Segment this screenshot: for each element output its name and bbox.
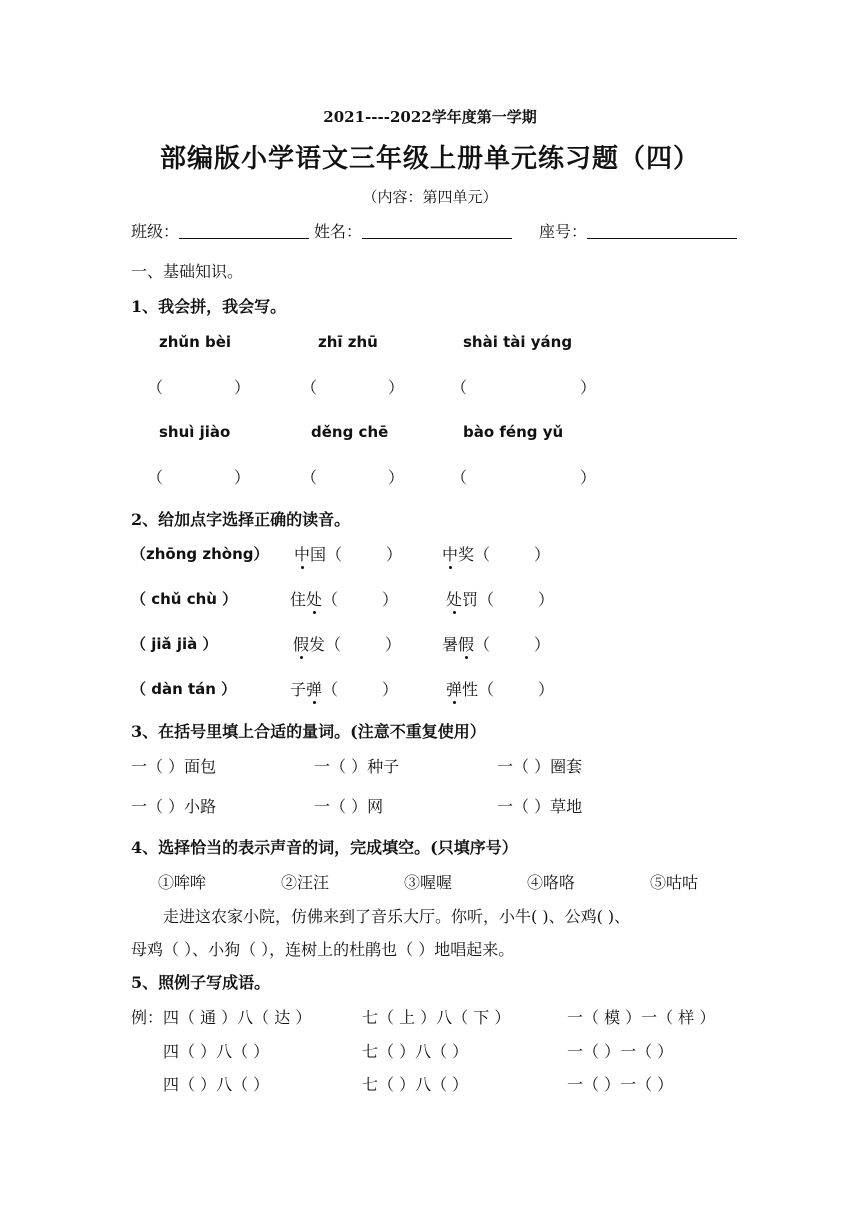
pinyin-choice: （zhōng zhòng）	[131, 545, 269, 563]
answer-paren-close: ）	[234, 468, 251, 487]
example-label: 例：	[131, 1008, 164, 1027]
dotted-char: 弹	[446, 680, 463, 699]
measure-word-item[interactable]: 一（ ）种子	[314, 757, 400, 776]
idiom-example: 七（ 上 ）八（ 下 ）	[362, 1008, 511, 1027]
question-5-title: 5、照例子写成语。	[131, 973, 271, 992]
pinyin-choice: （ jiǎ jià ）	[131, 635, 218, 653]
question-1-title: 1、我会拼，我会写。	[131, 297, 287, 316]
pinyin-item: zhǔn bèi	[159, 333, 232, 351]
dotted-char: 处	[446, 590, 463, 609]
answer-paren-open: （	[147, 378, 164, 397]
word-item[interactable]: 子弹（ ）	[290, 680, 399, 699]
name-label: 姓名：	[314, 222, 363, 241]
dotted-char: 处	[306, 590, 323, 609]
measure-word-item[interactable]: 一（ ）网	[314, 797, 384, 816]
word-item[interactable]: 中国（ ）	[294, 545, 403, 564]
answer-paren-open: （	[451, 468, 468, 487]
seat-field[interactable]	[539, 219, 737, 242]
idiom-blank[interactable]: 四（ ）八（ ）	[163, 1075, 270, 1094]
name-blank[interactable]	[362, 222, 512, 239]
pinyin-item: zhī zhū	[318, 333, 378, 351]
class-blank[interactable]	[179, 222, 309, 239]
page-title: 部编版小学语文三年级上册单元练习题（四）	[159, 144, 700, 174]
idiom-example: 四（ 通 ）八（ 达 ）	[163, 1008, 312, 1027]
pinyin-item: shài tài yáng	[463, 333, 573, 351]
answer-paren-close: ）	[388, 378, 405, 397]
question-2-title: 2、给加点字选择正确的读音。	[131, 510, 351, 529]
dotted-char: 假	[458, 635, 475, 654]
pinyin-choice: （ dàn tán ）	[131, 680, 237, 698]
class-field[interactable]	[131, 219, 309, 242]
word-item[interactable]: 暑假（ ）	[442, 635, 551, 654]
idiom-blank[interactable]: 七（ ）八（ ）	[362, 1042, 469, 1061]
answer-paren-close: ）	[234, 378, 251, 397]
sound-option: ⑤咕咕	[650, 873, 699, 892]
pinyin-item: děng chē	[311, 423, 389, 441]
seat-label: 座号：	[539, 222, 588, 241]
answer-paren-open: （	[451, 378, 468, 397]
idiom-example: 一（ 模 ）一（ 样 ）	[567, 1008, 716, 1027]
answer-paren-open: （	[147, 468, 164, 487]
answer-paren-close: ）	[580, 468, 597, 487]
pinyin-item: bào féng yǔ	[463, 423, 564, 441]
seat-blank[interactable]	[587, 222, 737, 239]
answer-paren-open: （	[301, 378, 318, 397]
sound-option: ③喔喔	[404, 873, 453, 892]
dotted-char: 中	[442, 545, 459, 564]
pinyin-choice: （ chǔ chù ）	[131, 590, 238, 608]
school-year: 2021----2022学年度第一学期	[323, 108, 537, 126]
measure-word-item[interactable]: 一（ ）草地	[497, 797, 583, 816]
idiom-blank[interactable]: 四（ ）八（ ）	[163, 1042, 270, 1061]
class-label: 班级：	[131, 222, 180, 241]
dotted-char: 假	[293, 635, 310, 654]
word-item[interactable]: 处罚（ ）	[446, 590, 555, 609]
fill-blank-line[interactable]: 母鸡（ ）、小狗（ ），连树上的杜鹃也（ ）地唱起来。	[131, 940, 515, 959]
sound-option: ②汪汪	[281, 873, 330, 892]
dotted-char: 中	[294, 545, 311, 564]
pinyin-item: shuì jiào	[159, 423, 231, 441]
question-3-title: 3、在括号里填上合适的量词。(注意不重复使用）	[131, 722, 486, 741]
answer-paren-close: ）	[580, 378, 597, 397]
sound-option: ①哞哞	[158, 873, 207, 892]
word-item[interactable]: 中奖（ ）	[442, 545, 551, 564]
fill-blank-line[interactable]: 走进这农家小院，仿佛来到了音乐大厅。你听，小牛( )、公鸡( )、	[163, 907, 631, 926]
section-heading: 一、基础知识。	[131, 262, 244, 281]
word-item[interactable]: 住处（ ）	[290, 590, 399, 609]
question-4-title: 4、选择恰当的表示声音的词，完成填空。(只填序号）	[131, 838, 518, 857]
name-field[interactable]	[314, 219, 512, 242]
idiom-blank[interactable]: 一（ ）一（ ）	[567, 1042, 674, 1061]
answer-paren-close: ）	[388, 468, 405, 487]
word-item[interactable]: 假发（ ）	[293, 635, 402, 654]
word-item[interactable]: 弹性（ ）	[446, 680, 555, 699]
measure-word-item[interactable]: 一（ ）面包	[131, 757, 217, 776]
page-subtitle: （内容：第四单元）	[362, 188, 498, 206]
idiom-blank[interactable]: 一（ ）一（ ）	[567, 1075, 674, 1094]
answer-paren-open: （	[301, 468, 318, 487]
measure-word-item[interactable]: 一（ ）小路	[131, 797, 217, 816]
measure-word-item[interactable]: 一（ ）圈套	[497, 757, 583, 776]
dotted-char: 弹	[306, 680, 323, 699]
sound-option: ④咯咯	[527, 873, 576, 892]
idiom-blank[interactable]: 七（ ）八（ ）	[362, 1075, 469, 1094]
